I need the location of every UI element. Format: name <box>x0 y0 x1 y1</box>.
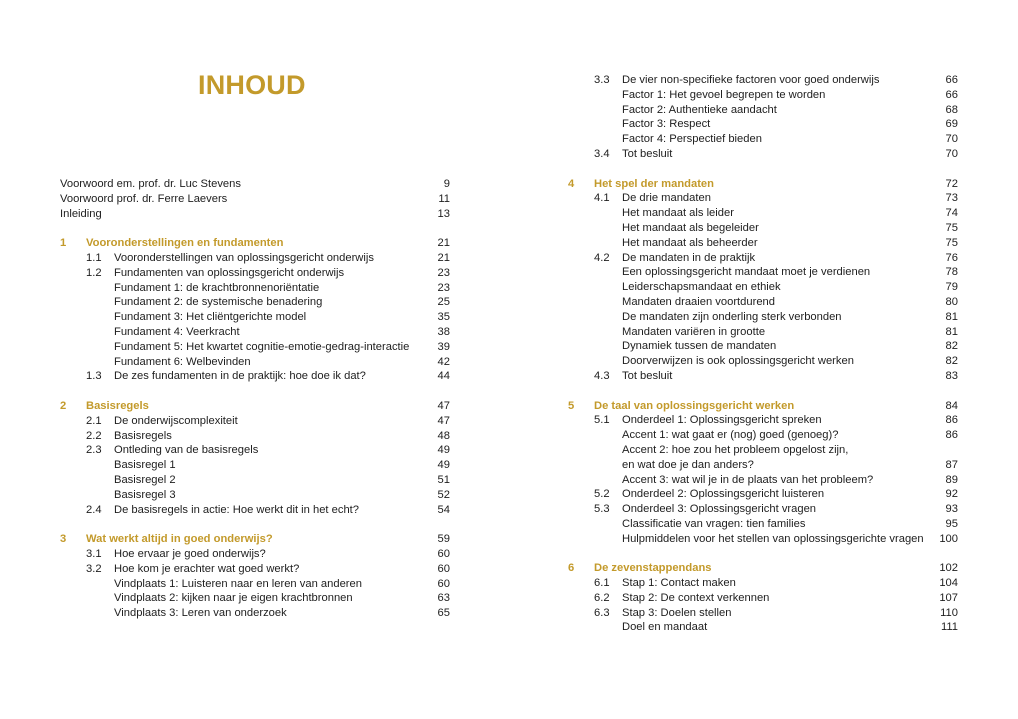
toc-entry-title: Dynamiek tussen de mandaten <box>622 340 777 353</box>
toc-entry-number: 1 <box>60 237 67 250</box>
toc-chapter-entry <box>60 399 450 414</box>
toc-entry-title: Accent 1: wat gaat er (nog) goed (genoeg)? <box>622 429 839 442</box>
toc-entry-page-number: 92 <box>945 488 958 501</box>
toc-entry-page-number: 107 <box>939 591 958 604</box>
toc-section-entry <box>60 429 450 444</box>
toc-entry-page-number: 69 <box>945 118 958 131</box>
toc-entry-number: 1.3 <box>86 370 102 383</box>
toc-entry-title: Onderdeel 2: Oplossingsgericht luisteren <box>622 488 825 501</box>
toc-entry-title: Fundament 5: Het kwartet cognitie-emotie-gedrag-interactie <box>114 340 410 353</box>
toc-entry-page-number: 54 <box>437 503 450 516</box>
toc-entry <box>568 458 958 473</box>
toc-entry-title: Fundament 3: Het cliëntgerichte model <box>114 311 307 324</box>
toc-entry-title: Fundament 2: de systemische benadering <box>114 296 323 309</box>
toc-entry-title: Doorverwijzen is ook oplossingsgericht werken <box>622 355 854 368</box>
toc-entry-page-number: 59 <box>437 533 450 546</box>
toc-entry-page-number: 78 <box>945 266 958 279</box>
toc-section-entry <box>60 443 450 458</box>
toc-entry-number: 4.2 <box>594 251 610 264</box>
toc-entry-title: Ontleding van de basisregels <box>114 444 259 457</box>
toc-entry-title: Voorwoord prof. dr. Ferre Laevers <box>60 192 228 205</box>
toc-entry-page-number: 80 <box>945 295 958 308</box>
page-title: INHOUD <box>198 70 306 100</box>
toc-entry-number: 3.2 <box>86 562 102 575</box>
toc-entry-title: Accent 2: hoe zou het probleem opgelost zijn, <box>622 443 849 456</box>
toc-entry-number: 2 <box>60 399 67 412</box>
toc-entry-page-number: 60 <box>437 577 450 590</box>
toc-entry-page-number: 66 <box>945 74 958 86</box>
toc-entry <box>568 236 958 251</box>
toc-entry-title: Classificatie van vragen: tien families <box>622 517 806 530</box>
toc-entry-title: Stap 1: Contact maken <box>622 577 736 590</box>
toc-entry-page-number: 21 <box>437 237 450 250</box>
toc-entry-title: De onderwijscomplexiteit <box>114 414 238 427</box>
toc-entry-title: Stap 3: Doelen stellen <box>622 606 732 619</box>
toc-entry-title: Het mandaat als beheerder <box>622 236 758 249</box>
toc-entry <box>60 207 450 222</box>
toc-entry <box>568 265 958 280</box>
toc-entry <box>60 177 450 192</box>
toc-entry-page-number: 35 <box>437 311 450 324</box>
toc-entry-title: Tot besluit <box>622 369 673 382</box>
toc-entry-title: Accent 3: wat wil je in de plaats van het probleem? <box>622 473 874 486</box>
toc-entry-page-number: 72 <box>945 177 958 190</box>
toc-section-entry <box>568 191 958 206</box>
toc-section-entry <box>568 591 958 606</box>
toc-entry-page-number: 48 <box>437 429 450 442</box>
toc-entry-page-number: 84 <box>945 399 958 412</box>
toc-section-entry <box>568 606 958 621</box>
toc-entry-title: Vooronderstellingen en fundamenten <box>86 237 284 250</box>
toc-entry <box>568 206 958 221</box>
toc-entry <box>60 606 450 621</box>
toc-entry-number: 2.1 <box>86 414 102 427</box>
toc-entry-title: De zes fundamenten in de praktijk: hoe doe ik dat? <box>114 370 366 383</box>
toc-entry-title: Het mandaat als begeleider <box>622 221 759 234</box>
toc-right-column <box>568 73 958 635</box>
toc-entry-title: Basisregel 3 <box>114 488 176 501</box>
toc-spacer <box>60 221 450 236</box>
toc-entry-title: Factor 2: Authentieke aandacht <box>622 103 777 116</box>
toc-entry-page-number: 68 <box>945 103 958 116</box>
toc-entry-page-number: 63 <box>437 592 450 605</box>
toc-entry-number: 2.4 <box>86 503 102 516</box>
toc-entry-number: 4.1 <box>594 192 610 205</box>
toc-section-entry <box>60 562 450 577</box>
toc-entry-page-number: 93 <box>945 503 958 516</box>
toc-entry-number: 5 <box>568 399 575 412</box>
toc-entry-title: Een oplossingsgericht mandaat moet je verdienen <box>622 266 871 279</box>
toc-section-entry <box>60 414 450 429</box>
toc-entry-title: De vier non-specifieke factoren voor goed onderwijs <box>622 74 880 86</box>
toc-section-entry <box>568 413 958 428</box>
toc-entry-title: Voorwoord em. prof. dr. Luc Stevens <box>60 178 241 190</box>
toc-entry-number: 5.1 <box>594 414 610 427</box>
toc-entry-page-number: 21 <box>437 251 450 264</box>
toc-entry-title: Fundament 4: Veerkracht <box>114 325 240 338</box>
toc-entry-number: 1.2 <box>86 266 102 279</box>
toc-entry-number: 2.3 <box>86 444 102 457</box>
toc-entry-title: De mandaten zijn onderling sterk verbonden <box>622 310 842 323</box>
toc-entry-page-number: 70 <box>945 133 958 146</box>
toc-entry-title: Vooronderstellingen van oplossingsgericht onderwijs <box>114 251 374 264</box>
toc-section-entry <box>568 369 958 384</box>
toc-entry-page-number: 110 <box>940 606 958 619</box>
toc-entry <box>60 281 450 296</box>
toc-entry-title: Het mandaat als leider <box>622 207 734 220</box>
toc-entry-title: Mandaten variëren in grootte <box>622 325 766 338</box>
toc-entry-page-number: 70 <box>945 147 958 160</box>
toc-section-entry <box>568 73 958 88</box>
toc-entry-number: 3.1 <box>86 547 102 560</box>
toc-chapter-entry <box>60 532 450 547</box>
toc-entry-page-number: 82 <box>945 355 958 368</box>
toc-entry-number: 6.1 <box>594 577 610 590</box>
toc-entry-page-number: 13 <box>437 207 450 220</box>
toc-entry-page-number: 66 <box>945 88 958 101</box>
toc-entry <box>568 221 958 236</box>
toc-entry-title: Fundament 6: Welbevinden <box>114 355 251 368</box>
toc-entry-number: 3 <box>60 533 67 546</box>
toc-section-entry <box>60 503 450 518</box>
toc-entry-title: Hoe ervaar je goed onderwijs? <box>114 547 266 560</box>
toc-section-entry <box>60 266 450 281</box>
toc-entry-page-number: 100 <box>939 532 958 545</box>
toc-entry-page-number: 79 <box>945 281 958 294</box>
toc-entry-title: Onderdeel 1: Oplossingsgericht spreken <box>622 414 822 427</box>
toc-entry-title: Onderdeel 3: Oplossingsgericht vragen <box>622 503 817 516</box>
toc-entry-page-number: 39 <box>437 340 450 353</box>
toc-entry-title: Doel en mandaat <box>622 621 708 634</box>
toc-section-entry <box>568 147 958 162</box>
toc-entry-title: Basisregel 1 <box>114 459 176 472</box>
toc-entry-number: 6.2 <box>594 591 610 604</box>
toc-entry <box>568 117 958 132</box>
toc-entry-page-number: 104 <box>939 577 958 590</box>
toc-entry-page-number: 111 <box>940 621 958 634</box>
toc-entry-title: De mandaten in de praktijk <box>622 251 756 264</box>
toc-entry <box>60 310 450 325</box>
toc-section-entry <box>60 547 450 562</box>
toc-entry-title: Tot besluit <box>622 147 673 160</box>
toc-entry <box>568 88 958 103</box>
toc-entry-page-number: 60 <box>437 547 450 560</box>
toc-section-entry <box>568 251 958 266</box>
toc-entry-title: Factor 4: Perspectief bieden <box>622 133 762 146</box>
toc-entry <box>60 577 450 592</box>
toc-entry-title: De drie mandaten <box>622 192 711 205</box>
toc-chapter-entry <box>568 177 958 192</box>
toc-entry-number: 1.1 <box>86 251 102 264</box>
toc-entry <box>60 325 450 340</box>
toc-entry-number: 4 <box>568 177 575 190</box>
toc-entry-page-number: 23 <box>437 281 450 294</box>
toc-entry <box>568 325 958 340</box>
toc-entry-page-number: 73 <box>945 192 958 205</box>
toc-entry-number: 3.4 <box>594 147 610 160</box>
toc-entry-page-number: 47 <box>437 414 450 427</box>
toc-entry-title: Vindplaats 3: Leren van onderzoek <box>114 607 287 620</box>
toc-entry-page-number: 81 <box>945 310 958 323</box>
toc-entry-page-number: 74 <box>945 207 958 220</box>
toc-entry-title: en wat doe je dan anders? <box>622 458 754 471</box>
toc-section-entry <box>60 251 450 266</box>
toc-entry-number: 5.2 <box>594 488 610 501</box>
toc-entry <box>568 354 958 369</box>
toc-entry <box>568 473 958 488</box>
toc-spacer <box>568 384 958 399</box>
toc-entry-title: Basisregels <box>114 429 172 442</box>
toc-entry-title: Fundamenten van oplossingsgericht onderwijs <box>114 266 345 279</box>
toc-entry-title: Factor 1: Het gevoel begrepen te worden <box>622 88 826 101</box>
toc-entry-title: Vindplaats 2: kijken naar je eigen krachtbronnen <box>114 592 353 605</box>
toc-entry-page-number: 11 <box>438 192 450 205</box>
toc-entry-title: Stap 2: De context verkennen <box>622 591 770 604</box>
toc-entry <box>60 340 450 355</box>
toc-entry-page-number: 60 <box>437 562 450 575</box>
toc-entry-page-number: 83 <box>945 369 958 382</box>
toc-left-column <box>60 177 450 621</box>
toc-entry <box>60 355 450 370</box>
toc-entry <box>568 310 958 325</box>
toc-section-entry <box>568 576 958 591</box>
toc-entry-page-number: 51 <box>437 473 450 486</box>
toc-entry-page-number: 44 <box>437 370 450 383</box>
toc-entry <box>568 517 958 532</box>
toc-entry-title: Hoe kom je erachter wat goed werkt? <box>114 562 300 575</box>
toc-entry-title: Hulpmiddelen voor het stellen van oplossingsgerichte vragen <box>622 532 924 545</box>
toc-entry <box>60 591 450 606</box>
toc-entry-page-number: 86 <box>945 429 958 442</box>
toc-entry-page-number: 65 <box>437 607 450 620</box>
toc-entry <box>568 532 958 547</box>
toc-entry <box>568 132 958 147</box>
toc-entry-page-number: 38 <box>437 325 450 338</box>
toc-entry <box>568 295 958 310</box>
toc-entry-page-number: 52 <box>437 488 450 501</box>
toc-entry-page-number: 102 <box>939 562 958 575</box>
toc-entry-title: De zevenstappendans <box>594 562 712 575</box>
toc-entry-title: Fundament 1: de krachtbronnenoriëntatie <box>114 281 320 294</box>
toc-entry-page-number: 76 <box>945 251 958 264</box>
toc-entry-number: 6.3 <box>594 606 610 619</box>
toc-entry-number: 4.3 <box>594 369 610 382</box>
toc-entry-number: 6 <box>568 562 575 575</box>
toc-entry <box>568 103 958 118</box>
toc-spacer <box>568 547 958 562</box>
toc-entry-page-number: 75 <box>945 221 958 234</box>
toc-entry <box>60 295 450 310</box>
toc-entry-page-number: 42 <box>437 355 450 368</box>
toc-entry-page-number: 87 <box>945 458 958 471</box>
toc-entry <box>60 488 450 503</box>
toc-entry-page-number: 9 <box>443 178 450 190</box>
toc-entry-title: Vindplaats 1: Luisteren naar en leren van anderen <box>114 577 362 590</box>
toc-entry-page-number: 49 <box>437 459 450 472</box>
toc-entry <box>60 473 450 488</box>
toc-entry-number: 3.3 <box>594 74 610 86</box>
toc-section-entry <box>60 369 450 384</box>
toc-entry-number: 5.3 <box>594 503 610 516</box>
toc-entry <box>60 458 450 473</box>
toc-section-entry <box>568 487 958 502</box>
toc-entry-title: De taal van oplossingsgericht werken <box>594 399 795 412</box>
toc-entry-page-number: 89 <box>945 473 958 486</box>
toc-entry-page-number: 86 <box>945 414 958 427</box>
toc-entry-title: De basisregels in actie: Hoe werkt dit in het echt? <box>114 503 360 516</box>
toc-entry <box>568 428 958 443</box>
toc-entry-number: 2.2 <box>86 429 102 442</box>
toc-spacer <box>60 384 450 399</box>
toc-spacer <box>60 517 450 532</box>
toc-chapter-entry <box>568 399 958 414</box>
toc-entry-page-number: 25 <box>437 296 450 309</box>
toc-entry-page-number: 75 <box>945 236 958 249</box>
toc-entry-page-number: 23 <box>437 266 450 279</box>
toc-spacer <box>568 162 958 177</box>
toc-entry-title: Inleiding <box>60 207 102 220</box>
toc-entry-title: Factor 3: Respect <box>622 118 711 131</box>
toc-entry-page-number: 95 <box>945 517 958 530</box>
toc-entry-page-number: 82 <box>945 340 958 353</box>
toc-entry <box>568 443 958 458</box>
toc-entry <box>568 620 958 635</box>
toc-entry-title: Leiderschapsmandaat en ethiek <box>622 281 781 294</box>
toc-entry-page-number: 47 <box>437 399 450 412</box>
toc-entry-title: Wat werkt altijd in goed onderwijs? <box>86 533 273 546</box>
toc-entry-page-number: 49 <box>437 444 450 457</box>
toc-chapter-entry <box>568 561 958 576</box>
toc-entry-title: Het spel der mandaten <box>594 177 714 190</box>
toc-entry <box>568 339 958 354</box>
toc-chapter-entry <box>60 236 450 251</box>
toc-entry <box>60 192 450 207</box>
toc-entry-title: Basisregels <box>86 399 149 412</box>
toc-entry <box>568 280 958 295</box>
toc-entry-title: Mandaten draaien voortdurend <box>622 295 776 308</box>
toc-entry-page-number: 81 <box>945 325 958 338</box>
toc-section-entry <box>568 502 958 517</box>
toc-entry-title: Basisregel 2 <box>114 473 176 486</box>
